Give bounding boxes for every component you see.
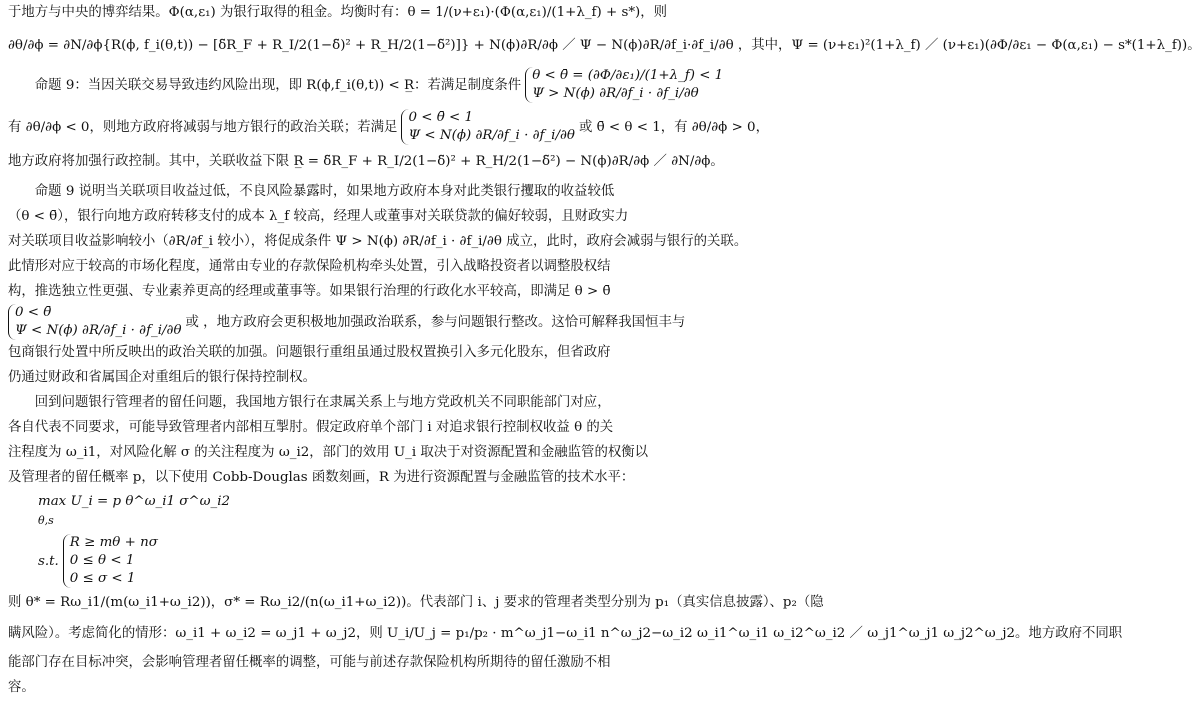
proposition-text: 命题 9：当因关联交易导致违约风险出现，即 R(ϕ,f_i(θ,t)) < R̲：若满足制度条件 bbox=[34, 77, 522, 93]
constraint-c: 0 ≤ σ < 1 bbox=[69, 571, 136, 586]
condition-f: Ψ < N(ϕ) ∂R/∂f_i · ∂f_i/∂θ bbox=[15, 323, 182, 338]
constraint-b: 0 ≤ θ < 1 bbox=[69, 553, 135, 568]
paragraph-line: 命题 9 说明当关联项目收益过低，不良风险暴露时，如果地方政府本身对此类银行攫取的收益较低 bbox=[34, 184, 615, 199]
condition-text-2: 或 θ̄ < θ < 1，有 ∂θ/∂ϕ > 0， bbox=[578, 119, 769, 135]
paragraph-line: 对关联项目收益影响较小（∂R/∂f_i 较小），将促成条件 Ψ > N(ϕ) ∂R/∂f_i · ∂f_i/∂θ 成立，此时，政府会减弱与银行的关联。 bbox=[8, 234, 748, 249]
objective-text: max U_i = p θ^ω_i1 σ^ω_i2 bbox=[38, 494, 231, 509]
condition-line-3 bbox=[8, 304, 686, 340]
paragraph-text: 或 ，地方政府会更积极地加强政治联系，参与问题银行整改。这恰可解释我国恒丰与 bbox=[185, 314, 686, 330]
paragraph-line: 瞒风险）。考虑简化的情形：ω_i1 + ω_i2 = ω_j1 + ω_j2，则 U_i/U_j = p₁/p₂ · m^ω_j1−ω_i1 n^ω_j2−ω_i2 ω_i1^ω_i1 ω_i2^ω_i2 ／ ω_j1^ω_j1 ω_j2^ω_j2。地方政府不同职 bbox=[8, 626, 1123, 641]
condition-text: 有 ∂θ/∂ϕ < 0，则地方政府将减弱与地方银行的政治关联；若满足 bbox=[8, 119, 398, 135]
paragraph-line: 能部门存在目标冲突，会影响管理者留任概率的调整，可能与前述存款保险机构所期待的留任激励不相 bbox=[8, 655, 611, 670]
paragraph-line: 注程度为 ω_i1，对风险化解 σ 的关注程度为 ω_i2，部门的效用 U_i 取决于对资源配置和金融监管的权衡以 bbox=[8, 445, 649, 460]
objective-equation bbox=[38, 492, 609, 530]
proposition-line bbox=[8, 67, 724, 103]
paragraph-line: 各自代表不同要求，可能导致管理者内部相互掣肘。假定政府单个部门 i 对追求银行控制权收益 θ 的关 bbox=[8, 420, 614, 435]
condition-d: Ψ < N(ϕ) ∂R/∂f_i · ∂f_i/∂θ bbox=[408, 128, 575, 143]
paragraph-line: 回到问题银行管理者的留任问题，我国地方银行在隶属关系上与地方党政机关不同职能部门对应， bbox=[34, 395, 611, 410]
condition-c: 0 < θ̄ < 1 bbox=[408, 110, 474, 125]
constraint-block bbox=[38, 534, 609, 588]
condition-line bbox=[8, 109, 769, 145]
condition-a: θ < θ̄ = (∂Φ/∂ε₁)/(1+λ_f) < 1 bbox=[532, 68, 724, 83]
condition-e: 0 < θ̄ bbox=[15, 305, 52, 320]
condition-b: Ψ > N(ϕ) ∂R/∂f_i · ∂f_i/∂θ bbox=[532, 86, 699, 101]
paragraph-line: 包商银行处置中所反映出的政治关联的加强。问题银行重组虽通过股权置换引入多元化股东，但省政府 bbox=[8, 345, 611, 360]
paragraph-line: 此情形对应于较高的市场化程度，通常由专业的存款保险机构牵头处置，引入战略投资者以调整股权结 bbox=[8, 259, 611, 274]
paragraph-line: （θ < θ̄），银行向地方政府转移支付的成本 λ_f 较高，经理人或董事对关联贷款的偏好较弱，且财政实力 bbox=[8, 209, 629, 224]
paragraph-line: 仍通过财政和省属国企对重组后的银行保持控制权。 bbox=[8, 370, 316, 385]
text-line: 地方政府将加强行政控制。其中，关联收益下限 R̲ = δ̃R_F + R_I/2(1−δ̃)² + R_H/2(1−δ̃²) − N(ϕ)∂R/∂ϕ ／ ∂N/∂ϕ。 bbox=[8, 154, 724, 169]
constraint-label: s.t. bbox=[38, 553, 59, 569]
objective-subscript: θ,s bbox=[38, 514, 54, 527]
condition-brace-2 bbox=[401, 109, 575, 145]
constraint-a: R ≥ mθ + nσ bbox=[69, 535, 158, 550]
paragraph-line: 则 θ* = Rω_i1/(m(ω_i1+ω_i2))，σ* = Rω_i2/(n(ω_i1+ω_i2))。代表部门 i、j 要求的管理者类型分别为 p₁（真实信息披露）、p₂（隐 bbox=[8, 595, 824, 610]
equation-line: ∂θ/∂ϕ = ∂N/∂ϕ{R(ϕ, f_i(θ,t)) − [δ̃R_F + R_I/2(1−δ̃)² + R_H/2(1−δ̃²)]} + N(ϕ)∂R/∂ϕ ／ Ψ − N(ϕ)∂R/∂f_i·∂f_i/∂θ ，其中，Ψ = (ν+ε₁)²(1+λ_f) ／ (ν+ε₁)(∂Φ/∂ε₁ − Φ(α,ε₁) − s*(1+λ_f))。 bbox=[8, 38, 1201, 53]
condition-brace bbox=[525, 67, 723, 103]
paragraph-line: 及管理者的留任概率 p，以下使用 Cobb-Douglas 函数刻画，R 为进行资源配置与金融监管的技术水平： bbox=[8, 470, 635, 485]
condition-brace-3 bbox=[8, 304, 182, 340]
constraint-brace bbox=[63, 534, 158, 588]
paragraph-line: 构，推选独立性更强、专业素养更高的经理或董事等。如果银行治理的行政化水平较高，即满足 θ > θ̄ bbox=[8, 284, 611, 299]
paragraph-line: 容。 bbox=[8, 680, 35, 695]
text-line: 于地方与中央的博弈结果。Φ(α,ε₁) 为银行取得的租金。均衡时有：θ = 1/(ν+ε₁)·(Φ(α,ε₁)/(1+λ_f) + s*)，则 bbox=[8, 5, 668, 20]
